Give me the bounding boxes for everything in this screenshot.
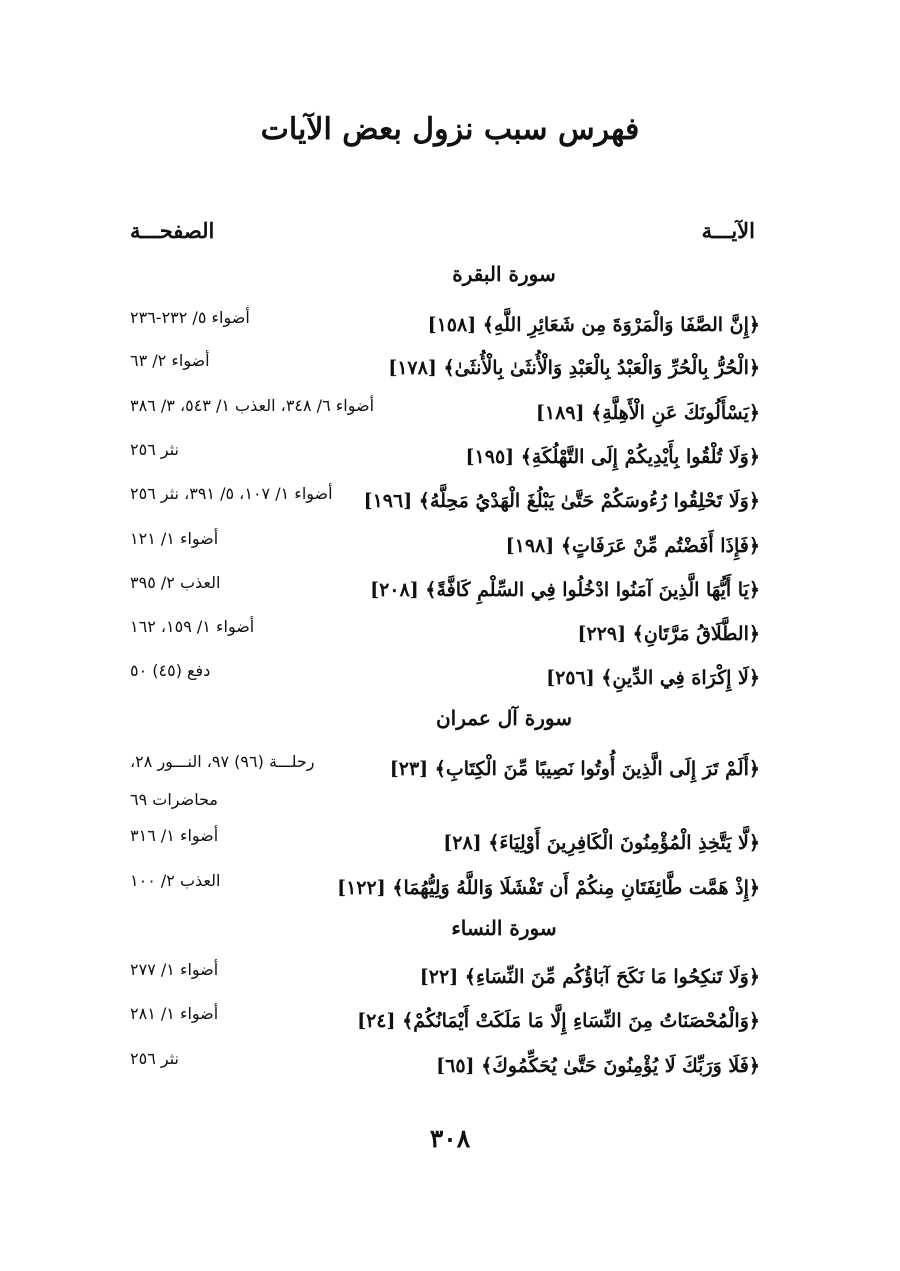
page-reference: أضواء ٥/ ٢٣٢-٢٣٦ [130,308,250,327]
page-reference: العذب ٢/ ١٠٠ [130,871,221,890]
page-reference-continued: محاضرات ٦٩ [130,790,218,809]
verse-text: ﴿الطَّلَاقُ مَرَّتَانِ﴾ [٢٢٩] [577,623,760,645]
page-reference: أضواء ٦/ ٣٤٨، العذب ١/ ٥٤٣، ٣/ ٣٨٦ [130,396,375,415]
verse-text: ﴿وَلَا تَحْلِقُوا رُءُوسَكُمْ حَتَّىٰ يَبْلُغَ الْهَدْيُ مَحِلَّهُ﴾ [١٩٦] [363,490,760,512]
page-number: ٣٠٨ [429,1124,471,1153]
verse-text: ﴿لَا إِكْرَاهَ فِي الدِّينِ﴾ [٢٥٦] [546,667,760,689]
verse-text: ﴿يَا أَيُّهَا الَّذِينَ آمَنُوا ادْخُلُوا فِي السِّلْمِ كَافَّةً﴾ [٢٠٨] [370,579,760,601]
page-reference: دفع (٤٥) ٥٠ [130,661,211,680]
surah-heading-al-imran: سورة آل عمران [435,706,572,730]
index-row [0,617,900,653]
index-row [0,1049,900,1085]
index-row [0,871,900,907]
verse-text: ﴿لَّا يَتَّخِذِ الْمُؤْمِنُونَ الْكَافِرِينَ أَوْلِيَاءَ﴾ [٢٨] [443,832,760,854]
index-row [0,351,900,387]
page-reference: أضواء ٢/ ٦٣ [130,351,210,370]
page-reference: رحلـــة (٩٦) ٩٧، النـــور ٢٨، [130,752,315,771]
page-reference: أضواء ١/ ٢٨١ [130,1004,219,1023]
column-header-page: الصفحـــة [130,218,215,243]
verse-text: ﴿إِنَّ الصَّفَا وَالْمَرْوَةَ مِن شَعَائِرِ اللَّهِ﴾ [١٥٨] [427,314,760,336]
index-row [0,661,900,697]
index-row [0,484,900,520]
page-reference: العذب ٢/ ٣٩٥ [130,573,221,592]
index-row [0,960,900,996]
page-reference: نثر ٢٥٦ [130,440,179,459]
index-row [0,826,900,862]
verse-text: ﴿فَإِذَا أَفَضْتُم مِّنْ عَرَفَاتٍ﴾ [١٩٨] [505,535,760,557]
page-reference: أضواء ١/ ٣١٦ [130,826,219,845]
index-row [0,752,900,788]
surah-heading-baqarah: سورة البقرة [452,262,556,286]
index-row [0,573,900,609]
index-row [0,308,900,344]
page-reference: أضواء ١/ ١٥٩، ١٦٢ [130,617,255,636]
index-row [0,1004,900,1040]
verse-text: ﴿أَلَمْ تَرَ إِلَى الَّذِينَ أُوتُوا نَصِيبًا مِّنَ الْكِتَابِ﴾ [٢٣] [389,758,760,780]
page-reference: نثر ٢٥٦ [130,1049,179,1068]
verse-text: ﴿وَلَا تَنكِحُوا مَا نَكَحَ آبَاؤُكُم مِّنَ النِّسَاءِ﴾ [٢٢] [419,966,760,988]
verse-text: ﴿وَلَا تُلْقُوا بِأَيْدِيكُمْ إِلَى التَّهْلُكَةِ﴾ [١٩٥] [465,446,760,468]
index-row [0,440,900,476]
index-row [0,396,900,432]
page-reference: أضواء ١/ ٢٧٧ [130,960,219,979]
verse-text: ﴿يَسْأَلُونَكَ عَنِ الْأَهِلَّةِ﴾ [١٨٩] [535,402,760,424]
verse-text: ﴿وَالْمُحْصَنَاتُ مِنَ النِّسَاءِ إِلَّا مَا مَلَكَتْ أَيْمَانُكُمْ﴾ [٢٤] [357,1010,760,1032]
verse-text: ﴿الْحُرُّ بِالْحُرِّ وَالْعَبْدُ بِالْعَبْدِ وَالْأُنثَىٰ بِالْأُنثَىٰ﴾ [١٧٨] [388,357,760,379]
page-reference: أضواء ١/ ١٢١ [130,529,219,548]
verse-text: ﴿إِذْ هَمَّت طَّائِفَتَانِ مِنكُمْ أَن تَفْشَلَا وَاللَّهُ وَلِيُّهُمَا﴾ [١٢٢] [337,877,760,899]
page-reference: أضواء ١/ ١٠٧، ٥/ ٣٩١، نثر ٢٥٦ [130,484,333,503]
page-title: فهرس سبب نزول بعض الآيات [260,112,640,147]
verse-text: ﴿فَلَا وَرَبِّكَ لَا يُؤْمِنُونَ حَتَّىٰ يُحَكِّمُوكَ﴾ [٦٥] [436,1055,760,1077]
surah-heading-nisa: سورة النساء [451,916,557,940]
column-header-ayah: الآيـــة [701,218,755,243]
index-row [0,529,900,565]
